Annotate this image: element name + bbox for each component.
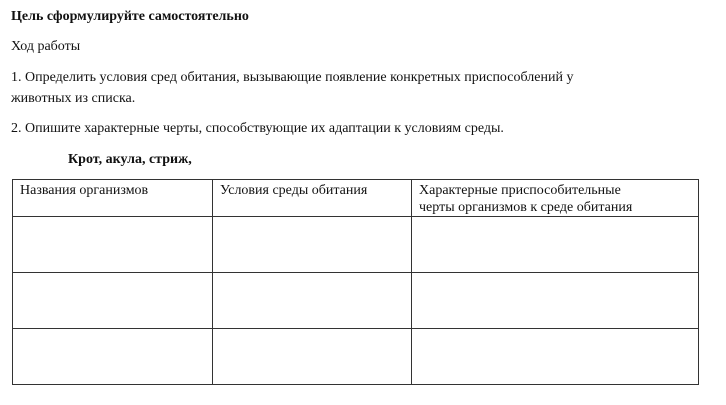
table-row bbox=[13, 329, 699, 385]
table-cell-features[interactable] bbox=[412, 273, 699, 329]
table-cell-organism[interactable] bbox=[13, 217, 213, 273]
table-cell-organism[interactable] bbox=[13, 273, 213, 329]
table-cell-conditions[interactable] bbox=[213, 273, 412, 329]
header-habitat-conditions: Условия среды обитания bbox=[213, 180, 412, 217]
table-cell-conditions[interactable] bbox=[213, 217, 412, 273]
header-adaptive-features bbox=[412, 180, 699, 217]
header-organism-names: Названия организмов bbox=[13, 180, 213, 217]
task-1-text-line-2: животных из списка. bbox=[11, 91, 136, 106]
table-cell-organism[interactable] bbox=[13, 329, 213, 385]
header-adaptive-features-line-1: Характерные приспособительные bbox=[419, 183, 621, 198]
table-row bbox=[13, 217, 699, 273]
table-cell-conditions[interactable] bbox=[213, 329, 412, 385]
table-row bbox=[13, 273, 699, 329]
table-header-row bbox=[13, 180, 699, 217]
document-title: Цель сформулируйте самостоятельно bbox=[11, 9, 249, 24]
table-cell-features[interactable] bbox=[412, 329, 699, 385]
header-adaptive-features-line-2: черты организмов к среде обитания bbox=[419, 200, 633, 215]
adaptations-table bbox=[12, 179, 699, 385]
course-of-work-label: Ход работы bbox=[11, 39, 81, 54]
task-2-text: 2. Опишите характерные черты, способствующие их адаптации к условиям среды. bbox=[11, 121, 504, 136]
table-cell-features[interactable] bbox=[412, 217, 699, 273]
task-1-text-line-1: 1. Определить условия сред обитания, вызывающие появление конкретных приспособлений у bbox=[11, 70, 574, 85]
animals-list: Крот, акула, стриж, bbox=[68, 152, 192, 167]
